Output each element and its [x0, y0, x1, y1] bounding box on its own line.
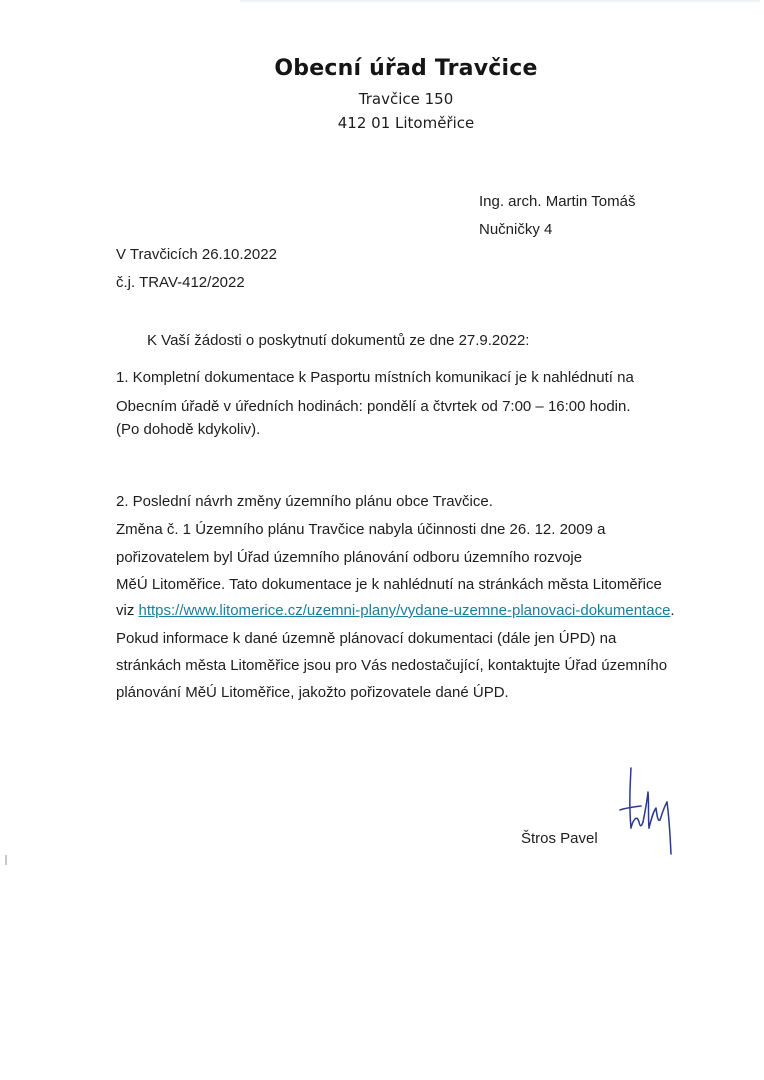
reference-number: č.j. TRAV-412/2022 — [116, 274, 245, 291]
sender-street: Travčice 150 — [358, 90, 454, 108]
recipient-name: Ing. arch. Martin Tomáš — [479, 193, 636, 210]
point2-line: Změna č. 1 Územního plánu Travčice nabyla účinnosti dne 26. 12. 2009 a — [116, 521, 606, 538]
link-prefix: viz — [116, 602, 139, 619]
recipient-street: Nučničky 4 — [479, 221, 553, 238]
point2-line: Pokud informace k dané územně plánovací dokumentaci (dále jen ÚPD) na — [116, 630, 617, 647]
intro-line: K Vaší žádosti o poskytnutí dokumentů ze dne 27.9.2022: — [147, 332, 530, 349]
sender-organization: Obecní úřad Travčice — [274, 56, 538, 81]
litomerice-planning-link[interactable]: https://www.litomerice.cz/uzemni-plany/vydane-uzemne-planovaci-dokumentace — [138, 602, 671, 619]
point2-line: pořizovatelem byl Úřad územního plánování odboru územního rozvoje — [116, 549, 583, 566]
scan-speck — [5, 855, 7, 865]
scan-edge-shadow — [240, 0, 760, 3]
point2-line: stránkách města Litoměřice jsou pro Vás nedostačující, kontaktujte Úřad územního — [116, 657, 668, 674]
point2-line: plánování MěÚ Litoměřice, jakožto pořizovatele dané ÚPD. — [116, 684, 509, 701]
point2-link-line — [116, 602, 675, 619]
sender-city: 412 01 Litoměřice — [337, 114, 475, 132]
point1-line: 1. Kompletní dokumentace k Pasportu místních komunikací je k nahlédnutí na — [116, 369, 634, 386]
point1-line: Obecním úřadě v úředních hodinách: pondělí a čtvrtek od 7:00 – 16:00 hodin. — [116, 398, 631, 415]
link-suffix: . — [670, 602, 675, 619]
signer-name: Štros Pavel — [521, 830, 598, 847]
point1-line: (Po dohodě kdykoliv). — [116, 421, 261, 438]
handwritten-signature — [615, 762, 690, 857]
place-and-date: V Travčicích 26.10.2022 — [116, 246, 277, 263]
point2-line: 2. Poslední návrh změny územního plánu obce Travčice. — [116, 493, 493, 510]
point2-line: MěÚ Litoměřice. Tato dokumentace je k nahlédnutí na stránkách města Litoměřice — [116, 576, 662, 593]
